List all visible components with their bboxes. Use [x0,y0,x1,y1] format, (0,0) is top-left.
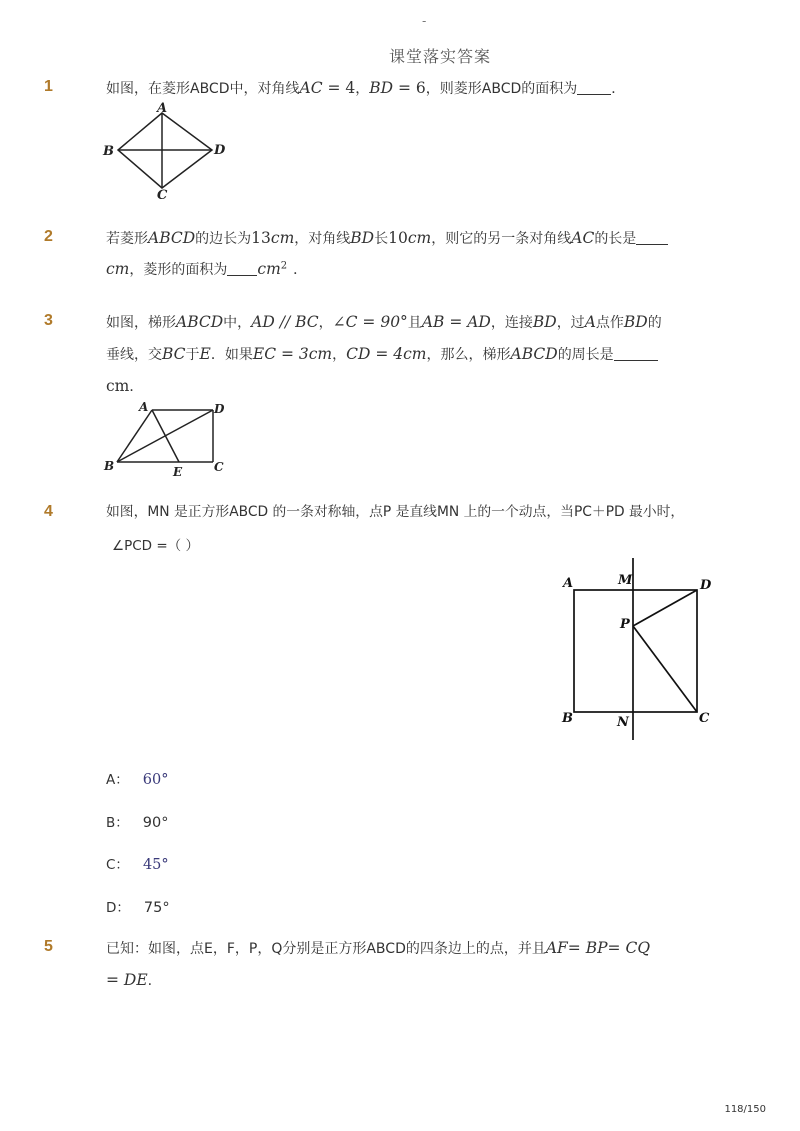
question-3-line-2: 垂线，交BC于E．如果EC = 3cm，CD = 4cm，那么，梯形ABCD的周长是 [106,343,658,365]
question-2-line-1: 若菱形ABCD的边长为13cm，对角线BD长10cm，则它的另一条对角线AC的长是 [106,227,668,249]
rhombus-figure [100,102,235,202]
question-3-line-3: cm． [106,377,144,395]
question-5-line-1: 已知：如图，点E，F，P，Q分别是正方形ABCD的四条边上的点，并且AF= BP= CQ [106,939,651,957]
question-4-line-2: ∠PCD =（ ） [112,538,199,554]
option-c[interactable]: C： 45° [106,857,169,873]
label-d: D [214,402,225,416]
answer-blank[interactable] [636,230,668,245]
label-b: B [103,144,114,159]
question-4-line-1: 如图，MN 是正方形ABCD 的一条对称轴，点P 是直线MN 上的一个动点，当PC＋PD 最小时， [106,504,685,520]
option-a[interactable]: A： 60° [106,772,169,788]
question-number-2: 2 [44,228,53,245]
label-c: C [157,188,168,202]
perpendicular-ae [152,410,179,462]
answer-blank[interactable] [577,80,611,95]
question-1-text: 如图，在菱形ABCD中，对角线AC = 4，BD = 6，则菱形ABCD的面积为 ． [106,79,626,97]
label-d: D [700,578,712,593]
label-a: A [139,400,149,414]
square-figure [560,558,720,743]
question-5-line-2: = DE. [106,971,153,989]
option-d[interactable]: D： 75° [106,900,170,916]
question-2-line-2: cm，菱形的面积为 $cm^2$ ． [106,260,308,278]
label-c: C [699,711,710,726]
label-a: A [157,102,168,116]
segment-pc [633,626,697,712]
label-p: P [620,617,630,632]
question-number-3: 3 [44,312,53,329]
header-dash: - [422,14,427,28]
question-number-1: 1 [44,78,53,95]
side-ab [117,410,152,462]
label-c: C [214,460,224,474]
page-number: 118/150 [724,1104,766,1115]
question-3-line-1: 如图，梯形ABCD中，AD // BC，∠C = 90°且AB = AD，连接BD，过A点作BD的 [106,313,662,331]
label-d: D [214,143,226,158]
question-number-5: 5 [44,938,53,955]
label-n: N [617,715,629,730]
answer-blank[interactable] [227,261,257,276]
label-b: B [104,459,115,473]
option-b[interactable]: B： 90° [106,815,169,831]
label-e: E [173,465,183,479]
segment-pd [633,590,697,626]
trapezoid-figure [100,400,230,480]
page-title: 课堂落实答案 [388,47,491,66]
label-a: A [563,576,574,591]
label-b: B [562,711,573,726]
question-number-4: 4 [44,503,53,520]
square-abcd [574,590,697,712]
label-m: M [618,573,633,588]
answer-blank[interactable] [614,346,658,361]
